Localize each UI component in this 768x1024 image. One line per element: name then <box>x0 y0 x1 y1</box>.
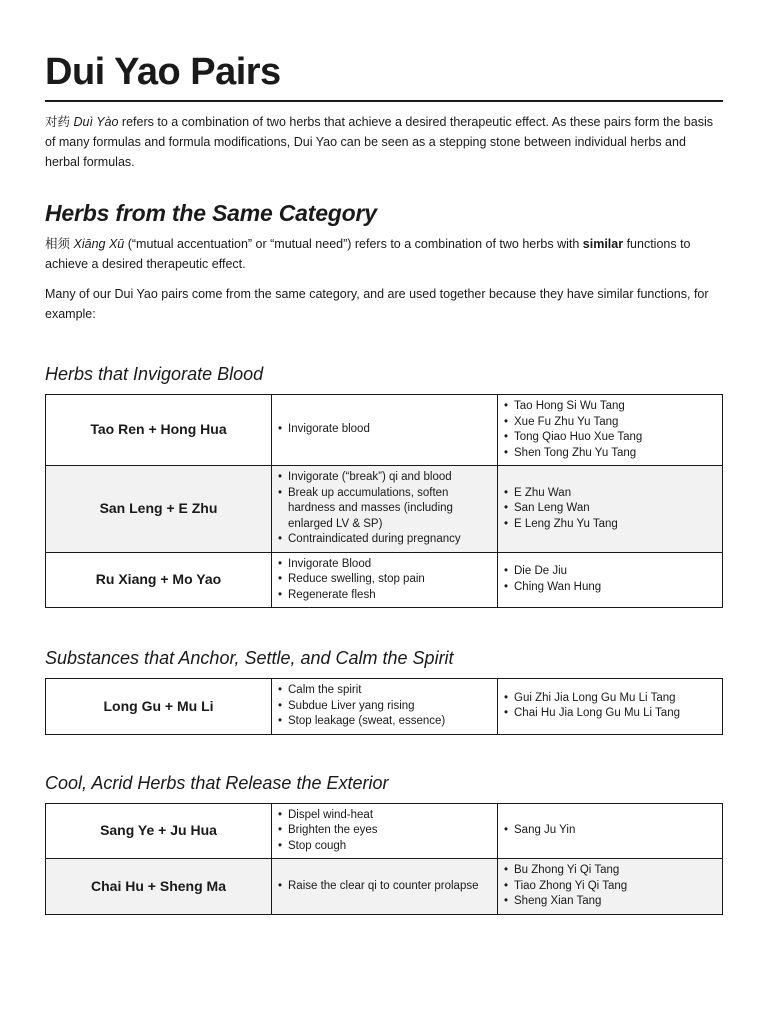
herb-pair-cell: San Leng + E Zhu <box>46 466 272 553</box>
function-item: • Reduce swelling, stop pain <box>288 572 493 588</box>
function-item: • Invigorate Blood <box>288 557 493 573</box>
functions-cell <box>272 552 498 608</box>
herb-pair-cell: Ru Xiang + Mo Yao <box>46 552 272 608</box>
intro-text: refers to a combination of two herbs that achieve a desired therapeutic effect. As these pairs form the basis of many formulas and formula modifications, Dui Yao can be seen as a stepping stone between individual herbs and herbal formulas. <box>45 115 713 169</box>
functions-list <box>276 557 493 604</box>
table-row <box>46 466 723 553</box>
xiang-xu-text-after: functions to achieve a desired therapeutic effect. <box>45 237 691 271</box>
functions-cell <box>272 466 498 553</box>
function-item: • Regenerate flesh <box>288 588 493 604</box>
herb-groups <box>45 362 723 915</box>
formulas-list <box>502 564 718 595</box>
functions-cell <box>272 395 498 466</box>
formula-item: • E Zhu Wan <box>514 486 718 502</box>
formulas-list <box>502 823 718 839</box>
functions-list <box>276 808 493 855</box>
formulas-cell <box>498 803 723 859</box>
formula-item: • San Leng Wan <box>514 501 718 517</box>
xiang-xu-hanzi: 相须 <box>45 237 71 251</box>
table-row <box>46 395 723 466</box>
table-row <box>46 859 723 915</box>
functions-list <box>276 879 493 895</box>
formulas-cell <box>498 859 723 915</box>
xiang-xu-bold: similar <box>582 237 624 251</box>
formulas-cell <box>498 466 723 553</box>
herb-pair-cell: Tao Ren + Hong Hua <box>46 395 272 466</box>
herb-pair-table <box>45 678 723 735</box>
xiang-xu-paragraph <box>45 234 723 274</box>
herb-pair-cell: Chai Hu + Sheng Ma <box>46 859 272 915</box>
formula-item: • Die De Jiu <box>514 564 718 580</box>
formula-item: • Xue Fu Zhu Yu Tang <box>514 415 718 431</box>
formula-item: • Gui Zhi Jia Long Gu Mu Li Tang <box>514 691 718 707</box>
formula-item: • Sang Ju Yin <box>514 823 718 839</box>
function-item: • Stop leakage (sweat, essence) <box>288 714 493 730</box>
formulas-list <box>502 863 718 910</box>
function-item: • Dispel wind-heat <box>288 808 493 824</box>
functions-cell <box>272 859 498 915</box>
herb-pair-cell: Long Gu + Mu Li <box>46 679 272 735</box>
function-item: • Calm the spirit <box>288 683 493 699</box>
function-item: • Raise the clear qi to counter prolapse <box>288 879 493 895</box>
formula-item: • E Leng Zhu Yu Tang <box>514 517 718 533</box>
formulas-list <box>502 691 718 722</box>
function-item: • Subdue Liver yang rising <box>288 699 493 715</box>
functions-list <box>276 422 493 438</box>
table-row <box>46 679 723 735</box>
formula-item: • Bu Zhong Yi Qi Tang <box>514 863 718 879</box>
section-heading: Herbs from the Same Category <box>45 200 377 226</box>
formula-item: • Tao Hong Si Wu Tang <box>514 399 718 415</box>
formulas-cell <box>498 395 723 466</box>
functions-list <box>276 683 493 730</box>
function-item: • Break up accumulations, soften hardness and masses (including enlarged LV & SP) <box>288 486 493 533</box>
formula-item: • Chai Hu Jia Long Gu Mu Li Tang <box>514 706 718 722</box>
function-item: • Contraindicated during pregnancy <box>288 532 493 548</box>
herb-pair-table <box>45 394 723 608</box>
functions-list <box>276 470 493 548</box>
title-rule <box>45 100 723 102</box>
table-row <box>46 552 723 608</box>
herb-pair-table <box>45 803 723 915</box>
formula-item: • Ching Wan Hung <box>514 580 718 596</box>
page-title: Dui Yao Pairs <box>45 51 281 93</box>
category-paragraph: Many of our Dui Yao pairs come from the same category, and are used together because they have similar functions, for example: <box>45 287 709 321</box>
formula-item: • Sheng Xian Tang <box>514 894 718 910</box>
group-heading: Cool, Acrid Herbs that Release the Exterior <box>45 772 389 793</box>
formulas-cell <box>498 679 723 735</box>
function-item: • Invigorate (“break”) qi and blood <box>288 470 493 486</box>
intro-term: Duì Yào <box>73 115 119 129</box>
intro-paragraph <box>45 112 723 172</box>
formulas-list <box>502 399 718 461</box>
group-heading: Substances that Anchor, Settle, and Calm the Spirit <box>45 648 454 668</box>
function-item: • Brighten the eyes <box>288 823 493 839</box>
xiang-xu-text-before: (“mutual accentuation” or “mutual need”) refers to a combination of two herbs with <box>124 237 583 251</box>
formulas-list <box>502 486 718 533</box>
function-item: • Stop cough <box>288 839 493 855</box>
intro-hanzi: 对药 <box>45 115 71 129</box>
table-row <box>46 803 723 859</box>
formula-item: • Tiao Zhong Yi Qi Tang <box>514 879 718 895</box>
function-item: • Invigorate blood <box>288 422 493 438</box>
group-heading: Herbs that Invigorate Blood <box>45 364 264 384</box>
functions-cell <box>272 803 498 859</box>
formulas-cell <box>498 552 723 608</box>
functions-cell <box>272 679 498 735</box>
xiang-xu-term: Xiāng Xū <box>73 237 125 251</box>
formula-item: • Shen Tong Zhu Yu Tang <box>514 446 718 462</box>
formula-item: • Tong Qiao Huo Xue Tang <box>514 430 718 446</box>
herb-pair-cell: Sang Ye + Ju Hua <box>46 803 272 859</box>
